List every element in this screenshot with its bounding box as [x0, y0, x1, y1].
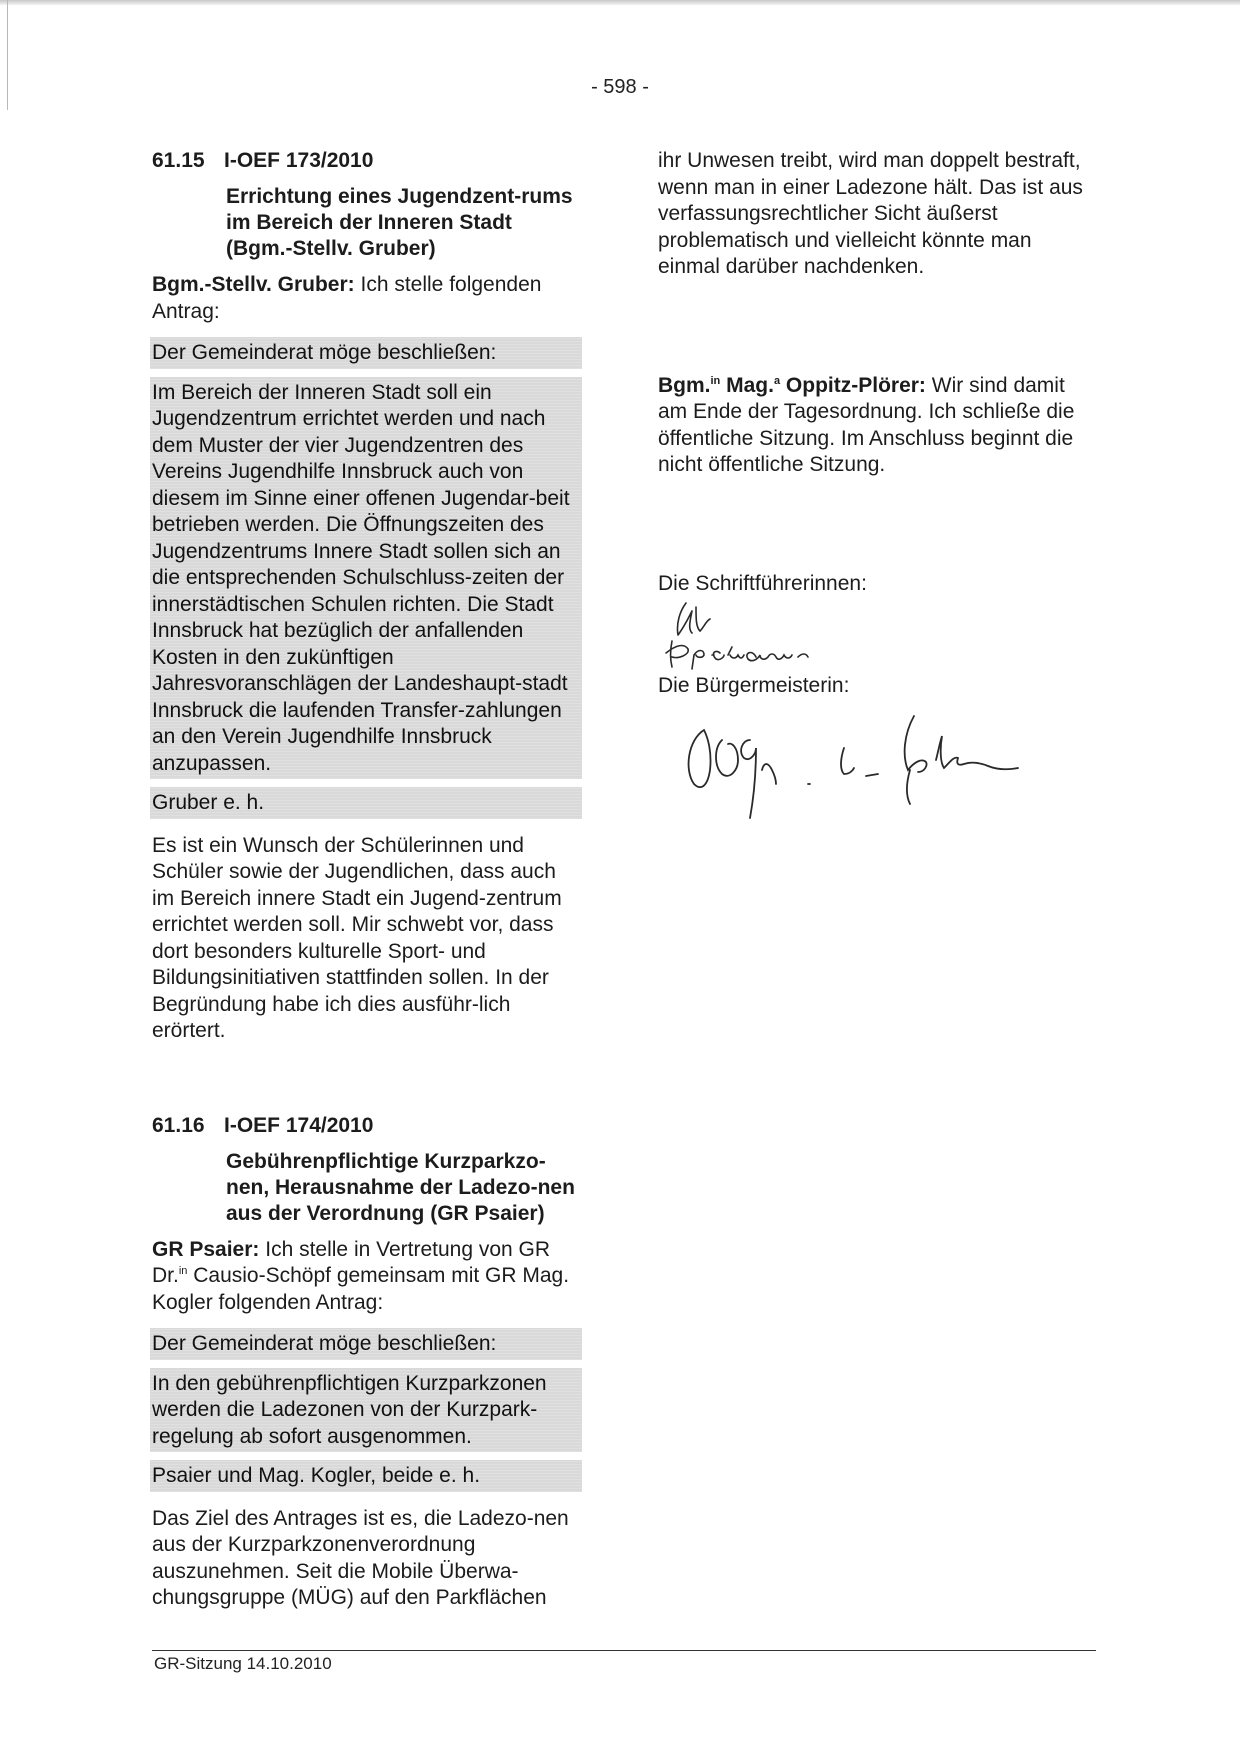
speaker-intro: Ich stelle in Vertretung von GR Dr.: [152, 1237, 551, 1287]
handwritten-signature: [658, 597, 878, 673]
footer-session-date: GR-Sitzung 14.10.2010: [154, 1654, 332, 1673]
right-column: [658, 148, 1098, 820]
agenda-item-61-16-heading: [152, 1113, 582, 1139]
scan-edge-top: [0, 0, 1240, 5]
closing-paragraph: [658, 373, 1098, 479]
agenda-item-61-15-heading: [152, 148, 582, 174]
speaker-intro-cont: Causio-Schöpf gemeinsam mit GR Mag. Kogler folgenden Antrag:: [152, 1264, 570, 1314]
page-number: - 598 -: [591, 76, 649, 98]
mayor-title: [658, 374, 926, 397]
explanation-paragraph: Es ist ein Wunsch der Schülerinnen und Schüler sowie der Jugendlichen, dass auch im Bereich innere Stadt ein Jugend-zentrum errichtet werden soll. Mir schwebt vor, dass dort besonders kulturelle Sport- und Bildungsinitiativen stattfinden sollen. In der Begründung habe ich dies ausführ-lich erörtert.: [152, 833, 562, 1042]
motion-heading: Der Gemeinderat möge beschließen:: [150, 337, 582, 369]
motion-text: In den gebührenpflichtigen Kurzparkzonen werden die Ladezonen von der Kurzpark-regelung ab sofort ausgenommen.: [150, 1368, 582, 1453]
mayor-label: Die Bürgermeisterin:: [658, 674, 850, 697]
item-title: Errichtung eines Jugendzent-rums im Bereich der Inneren Stadt (Bgm.-Stellv. Gruber): [226, 185, 573, 260]
speaker-paragraph: [152, 272, 582, 325]
motion-heading: Der Gemeinderat möge beschließen:: [150, 1328, 582, 1360]
mayor-prefix: Bgm.: [658, 373, 711, 397]
mayor-name: Oppitz-Plörer:: [780, 373, 926, 397]
item-code: I-OEF 174/2010: [224, 1113, 374, 1137]
closing-text: Wir sind damit am Ende der Tagesordnung. Ich schließe die öffentliche Sitzung. Im Anschluss beginnt die nicht öffentliche Sitzung.: [658, 373, 1075, 476]
superscript: in: [178, 1265, 188, 1277]
item-title: Gebührenpflichtige Kurzparkzo-nen, Herausnahme der Ladezo-nen aus der Verordnung (GR Psaier): [226, 1149, 575, 1225]
item-number: 61.16: [152, 1113, 205, 1137]
continuation-paragraph: ihr Unwesen treibt, wird man doppelt bestraft, wenn man in einer Ladezone hält. Das ist aus verfassungsrechtlicher Sicht äußerst problematisch und vielleicht könnte man einmal darüber nachdenken.: [658, 149, 1083, 278]
handwritten-signature: [658, 700, 1058, 830]
superscript: a: [773, 374, 781, 387]
mayor-signature: [658, 700, 1098, 820]
motion-text: Im Bereich der Inneren Stadt soll ein Jugendzentrum errichtet werden und nach dem Muster der vier Jugendzentren des Vereins Jugendhilfe Innsbruck auch von diesem im Sinne einer offenen Jugendar-beit betrieben werden. Die Öffnungszeiten des Jugendzentrums Innere Stadt sollen sich an die entsprechenden Schulschluss-zeiten der innerstädtischen Schulen richten. Die Stadt Innsbruck hat bezüglich der anfallenden Kosten in den zukünftigen Jahresvoranschlägen der Landeshaupt-stadt Innsbruck die laufenden Transfer-zahlungen an den Verein Jugendhilfe Innsbruck anzupassen.: [150, 377, 582, 780]
motion-signature: Gruber e. h.: [150, 787, 582, 819]
motion-signature: Psaier und Mag. Kogler, beide e. h.: [150, 1460, 582, 1492]
item-code: I-OEF 173/2010: [224, 149, 374, 172]
speaker-intro: Ich stelle folgenden Antrag:: [152, 273, 542, 323]
spacer: [658, 491, 1098, 571]
spacer: [152, 1057, 582, 1113]
speaker-paragraph: [152, 1237, 582, 1317]
explanation-paragraph: Das Ziel des Antrages ist es, die Ladezo-nen aus der Kurzparkzonenverordnung auszunehmen. Seit die Mobile Überwa-chungsgruppe (MÜG) auf den Parkflächen: [152, 1506, 569, 1609]
left-column: [152, 148, 582, 1624]
superscript: in: [710, 374, 721, 387]
spacer: [658, 293, 1098, 373]
speaker-name: Bgm.-Stellv. Gruber:: [152, 273, 355, 296]
secretaries-signatures: [658, 597, 1098, 673]
item-number: 61.15: [152, 149, 205, 172]
speaker-name: GR Psaier:: [152, 1237, 260, 1261]
secretaries-label: Die Schriftführerinnen:: [658, 571, 867, 595]
mayor-degree: Mag.: [720, 373, 774, 397]
footer-rule: [152, 1650, 1096, 1651]
